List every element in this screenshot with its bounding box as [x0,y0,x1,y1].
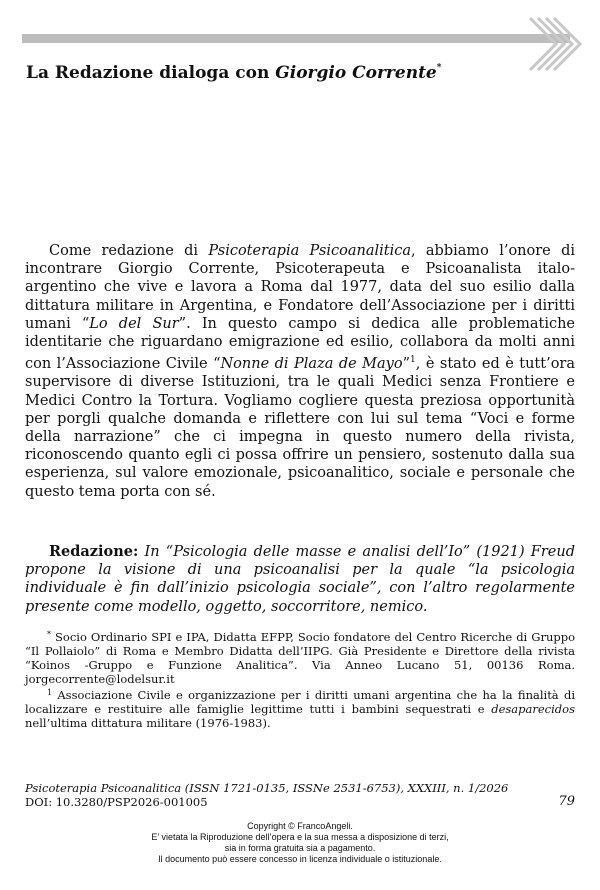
intro-text-3: ”. In questo campo si dedica alle problematiche identitarie che riguardano emigrazione ed esilio, collabora da molti anni con l’Associazione Civile “ [25,315,576,373]
doi: DOI: 10.3280/PSP2026-001005 [25,795,208,809]
footnote-1-tail: nell’ultima dittatura militare (1976-1983). [25,716,271,730]
association-name: Lo del Sur [89,315,179,332]
copyright-line-2: E’ vietata la Riproduzione dell’opera e la sua messa a disposizione di terzi, [151,832,449,842]
article-title [26,63,441,83]
footnote-mark-1: 1 [47,688,53,697]
page-number: 79 [558,794,575,809]
title-prefix: La Redazione dialoga con [26,63,276,83]
copyright-line-1: Copyright © FrancoAngeli. [247,821,353,831]
footnote-1-text: Associazione Civile e organizzazione per i diritti umani argentina che ha la finalità di localizzare e restituire alle famiglie legittime tutti i bambini sequestrati e [25,688,575,716]
intro-text-2: , abbiamo l’onore di incontrare Giorgio Corrente, Psicoterapeuta e Psicoanalista italo-argentino che vive e lavora a Roma dal 1977, data del suo esilio dalla dittatura militare in Argentina, e Fondatore dell’Associazione per i diritti umani “ [25,243,575,332]
chevron-arrows-icon [522,16,582,76]
question-text: In “Psicologia delle masse e analisi dell’Io” (1921) Freud propone la visione di una psicoanalisi per la quale “la psicologia individuale è fin dall’inizio psicologia sociale”, con l’altro regolarmente presente come modello, oggetto, soccorritore, nemico. [25,544,575,615]
footnote-mark-star: * [47,630,51,639]
nonne-name: Nonne di Plaza de Mayo [220,356,403,373]
footnote-1 [25,686,575,730]
journal-info [25,781,575,809]
copyright-notice [0,821,600,865]
footnote-author-text: Socio Ordinario SPI e IPA, Didatta EFPP, Socio fondatore del Centro Ricerche di Gruppo “Il Pollaiolo” di Roma e Membro Didatta dell’IIPG. Già Presidente e Direttore della rivista “Koinos -Gruppo e Funzione Analitica”. Via Anneo Lucano 51, 00136 Roma. jorgecorrente@lodelsur.it [25,630,575,686]
footnote-ref-1: 1 [410,355,416,366]
question-paragraph [25,543,575,616]
journal-name: Psicoterapia Psicoanalitica [208,243,411,259]
copyright-line-4: Il documento può essere concesso in licenza individuale o istituzionale. [158,854,442,864]
journal-reference: Psicoterapia Psicoanalitica (ISSN 1721-0135, ISSNe 2531-6753), XXXIII, n. 1/2026 [25,781,509,795]
intro-text-1: Come redazione di [49,243,209,259]
title-footnote-mark: * [436,63,442,73]
header-rule [22,34,570,43]
copyright-line-3: sia in forma gratuita sia a pagamento. [224,843,376,853]
speaker-label: Redazione: [49,543,139,560]
footnote-1-italic: desaparecidos [491,702,575,716]
intro-text-4: ” [402,356,411,373]
intro-text-5: , è stato ed è tutt’ora supervisore di diverse Istituzioni, tra le quali Medici senza Frontiere e Medici Contro la Tortura. Vogliamo cogliere questa preziosa opportunità per porgli qualche domanda e riflettere con lui sul tema “Voci e forme della narrazione” che ci impegna in questo numero della rivista, riconoscendo quanto egli ci possa offrire un pensiero, sostenuto dalla sua esperienza, sul valore emozionale, psicoanalitico, sociale e personale che questo tema porta con sé. [25,356,575,500]
footnote-author [25,628,575,686]
intro-paragraph [25,242,575,501]
footnotes [25,628,575,730]
title-name: Giorgio Corrente [275,63,437,83]
